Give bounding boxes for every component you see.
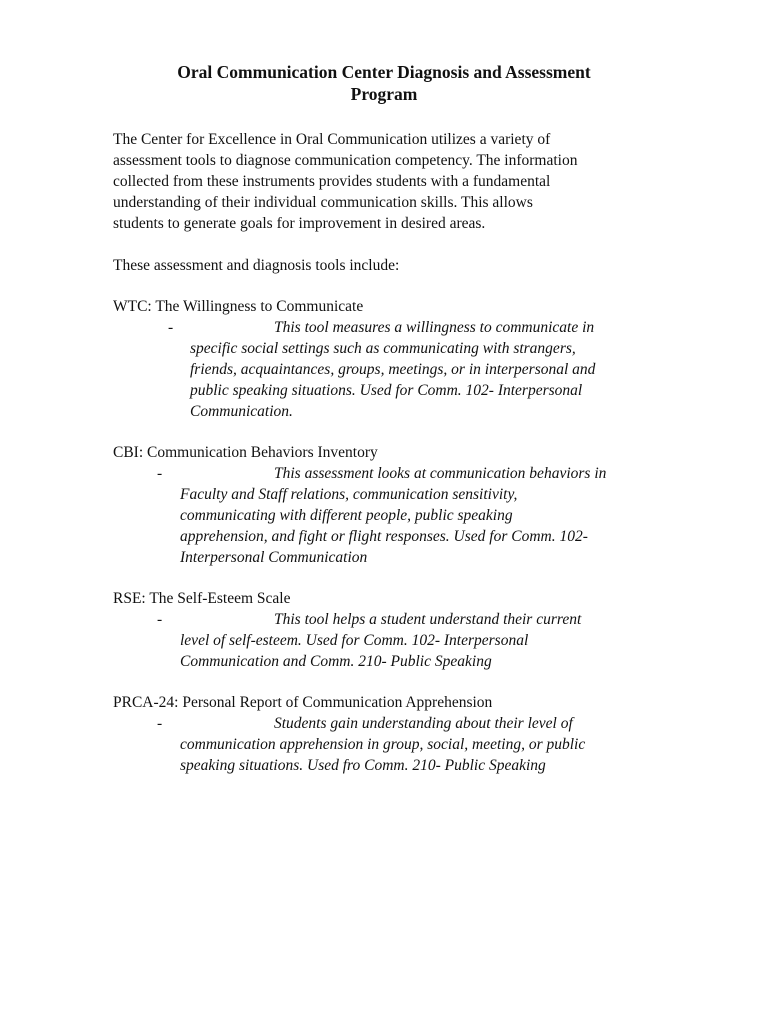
tools-intro: These assessment and diagnosis tools include: bbox=[113, 257, 400, 274]
intro-line: students to generate goals for improvement in desired areas. bbox=[113, 215, 486, 232]
title-line: Program bbox=[350, 84, 418, 104]
tool-heading: CBI: Communication Behaviors Inventory bbox=[113, 444, 378, 461]
intro-line: The Center for Excellence in Oral Communication utilizes a variety of bbox=[113, 131, 551, 148]
description-line: public speaking situations. Used for Comm. 102- Interpersonal bbox=[190, 382, 583, 399]
description-line: Interpersonal Communication bbox=[180, 549, 368, 566]
description-line: friends, acquaintances, groups, meetings, or in interpersonal and bbox=[190, 361, 596, 378]
page-title bbox=[100, 61, 668, 105]
title-line: Oral Communication Center Diagnosis and Assessment bbox=[177, 62, 591, 82]
description-line: Communication. bbox=[190, 403, 293, 420]
tool-heading: RSE: The Self-Esteem Scale bbox=[113, 590, 291, 607]
description-line: communicating with different people, public speaking bbox=[180, 507, 513, 524]
intro-line: understanding of their individual communication skills. This allows bbox=[113, 194, 533, 211]
description-line: This tool helps a student understand their current bbox=[274, 611, 582, 628]
description-line: apprehension, and fight or flight responses. Used for Comm. 102- bbox=[180, 528, 588, 545]
tool-heading: PRCA-24: Personal Report of Communication Apprehension bbox=[113, 694, 493, 711]
description-line: speaking situations. Used fro Comm. 210- Public Speaking bbox=[180, 757, 546, 774]
intro-line: collected from these instruments provides students with a fundamental bbox=[113, 173, 551, 190]
description-line: Faculty and Staff relations, communication sensitivity, bbox=[180, 486, 518, 503]
bullet-dash: - bbox=[157, 715, 163, 732]
tool-heading: WTC: The Willingness to Communicate bbox=[113, 298, 364, 315]
description-line: This tool measures a willingness to communicate in bbox=[274, 319, 595, 336]
bullet-dash: - bbox=[157, 465, 163, 482]
description-line: level of self-esteem. Used for Comm. 102- Interpersonal bbox=[180, 632, 529, 649]
tool-description bbox=[190, 317, 595, 422]
tool-description bbox=[180, 463, 606, 568]
description-line: Communication and Comm. 210- Public Speaking bbox=[180, 653, 492, 670]
intro-paragraph bbox=[113, 129, 577, 234]
tool-description bbox=[180, 713, 585, 776]
description-line: communication apprehension in group, social, meeting, or public bbox=[180, 736, 586, 753]
bullet-dash: - bbox=[168, 319, 174, 336]
description-line: specific social settings such as communicating with strangers, bbox=[190, 340, 576, 357]
bullet-dash: - bbox=[157, 611, 163, 628]
description-line: This assessment looks at communication behaviors in bbox=[274, 465, 607, 482]
tool-description bbox=[180, 609, 581, 672]
intro-line: assessment tools to diagnose communication competency. The information bbox=[113, 152, 578, 169]
description-line: Students gain understanding about their level of bbox=[274, 715, 573, 732]
